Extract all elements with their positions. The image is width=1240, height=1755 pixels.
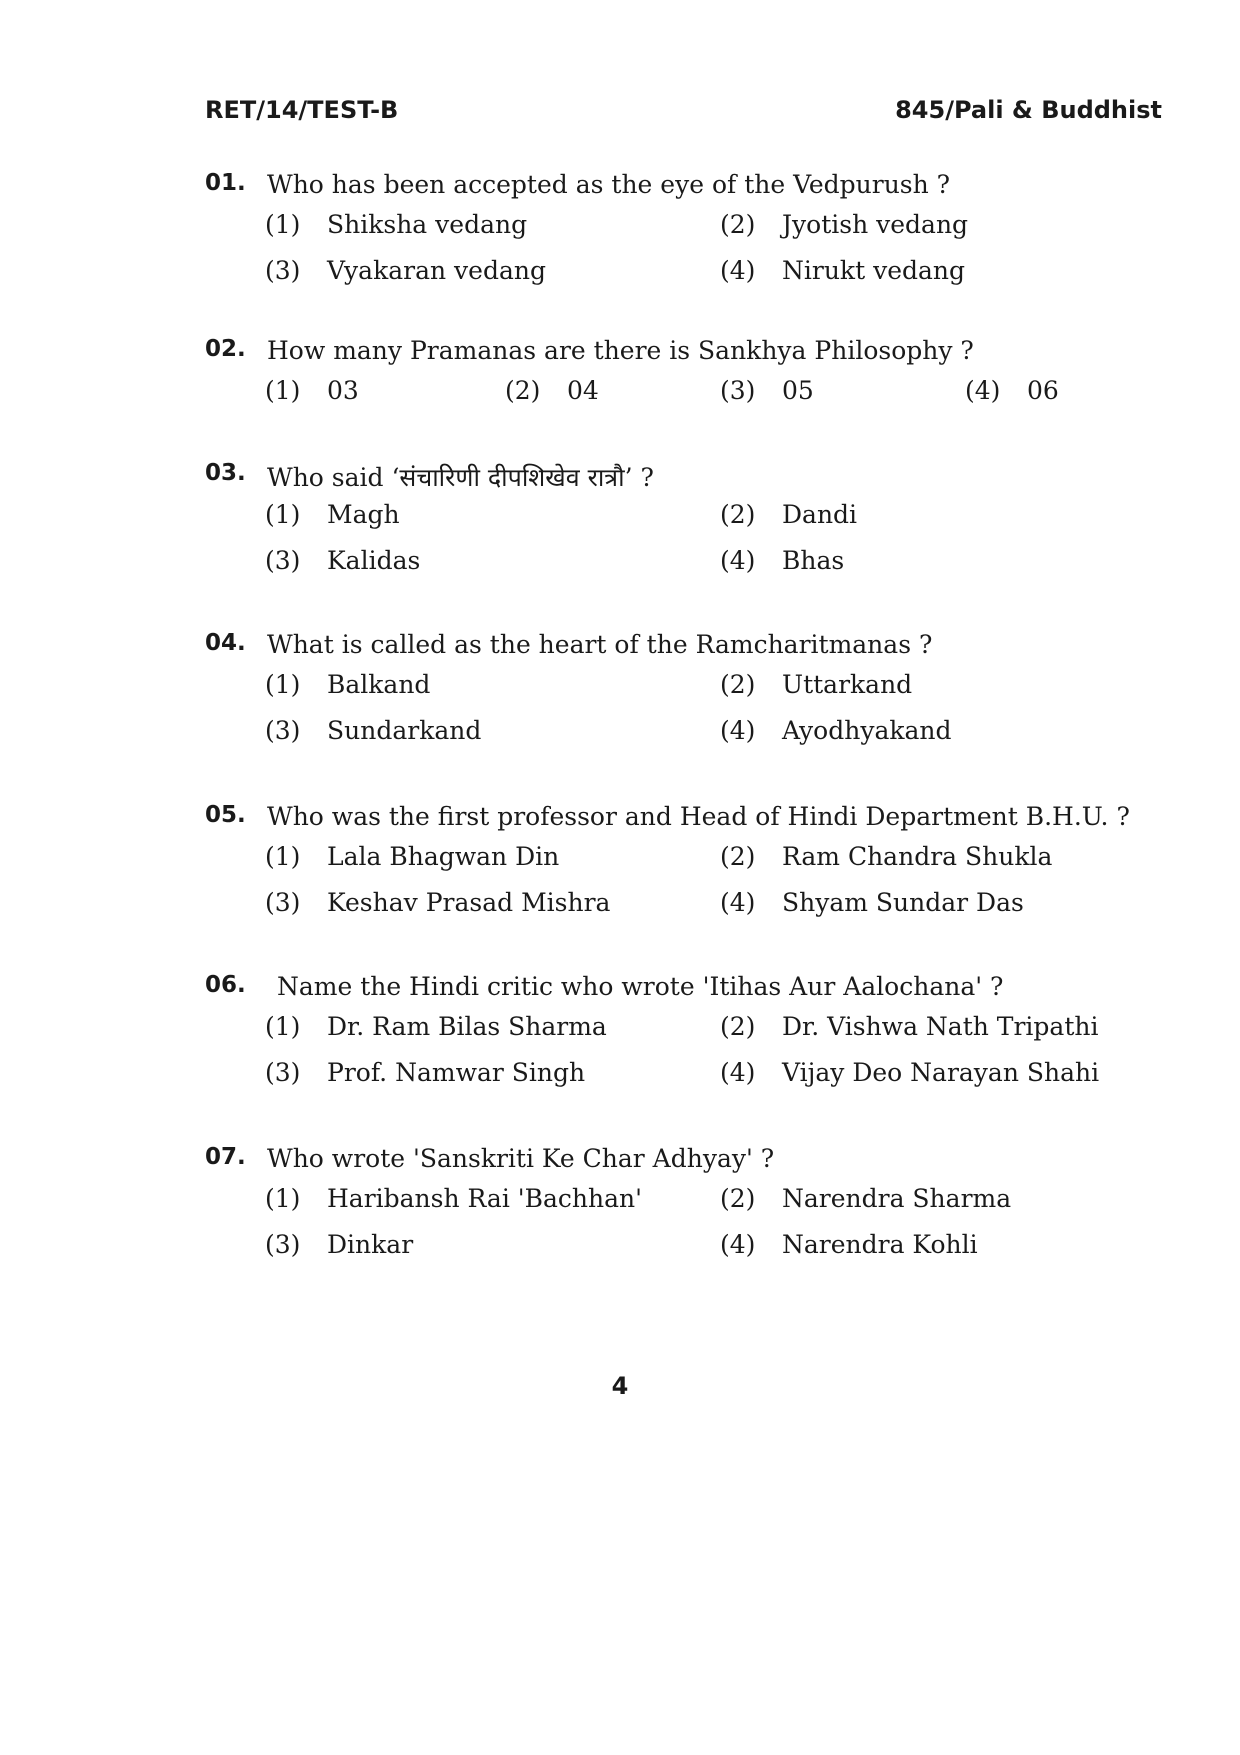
option-3: (3) Vyakaran vedang xyxy=(265,256,546,285)
option-2: (2) Narendra Sharma xyxy=(720,1184,1012,1213)
option-1: (1) Magh xyxy=(265,500,400,529)
option-4: (4) Nirukt vedang xyxy=(720,256,965,285)
option-3: (3) Keshav Prasad Mishra xyxy=(265,888,611,917)
question-text: What is called as the heart of the Ramcharitmanas ? xyxy=(267,630,933,659)
question-number: 07. xyxy=(205,1144,246,1170)
question-number: 04. xyxy=(205,630,246,656)
option-2: (2) Ram Chandra Shukla xyxy=(720,842,1053,871)
option-3: (3) 05 xyxy=(720,376,814,405)
question-number: 05. xyxy=(205,802,246,828)
question-text: Who has been accepted as the eye of the Vedpurush ? xyxy=(267,170,951,199)
option-1: (1) Dr. Ram Bilas Sharma xyxy=(265,1012,607,1041)
question-text: Who wrote 'Sanskriti Ke Char Adhyay' ? xyxy=(267,1144,775,1173)
question-text: Name the Hindi critic who wrote 'Itihas Aur Aalochana' ? xyxy=(277,972,1004,1001)
question-number: 02. xyxy=(205,336,246,362)
option-4: (4) Narendra Kohli xyxy=(720,1230,978,1259)
option-4: (4) 06 xyxy=(965,376,1059,405)
question-text: Who said ‘संचारिणी दीपशिखेव रात्रौ’ ? xyxy=(267,463,654,492)
option-3: (3) Prof. Namwar Singh xyxy=(265,1058,586,1087)
option-3: (3) Dinkar xyxy=(265,1230,414,1259)
option-4: (4) Vijay Deo Narayan Shahi xyxy=(720,1058,1100,1087)
option-3: (3) Kalidas xyxy=(265,546,421,575)
question-number: 06. xyxy=(205,972,246,998)
option-2: (2) Dandi xyxy=(720,500,858,529)
option-1: (1) 03 xyxy=(265,376,359,405)
option-1: (1) Lala Bhagwan Din xyxy=(265,842,560,871)
subject-code: 845/Pali & Buddhist xyxy=(895,96,1162,124)
question-02 xyxy=(205,336,1165,422)
question-01 xyxy=(205,170,1165,302)
option-2: (2) Jyotish vedang xyxy=(720,210,969,239)
option-2: (2) Dr. Vishwa Nath Tripathi xyxy=(720,1012,1099,1041)
option-4: (4) Shyam Sundar Das xyxy=(720,888,1024,917)
option-1: (1) Haribansh Rai 'Bachhan' xyxy=(265,1184,643,1213)
option-1: (1) Balkand xyxy=(265,670,431,699)
question-03 xyxy=(205,460,1165,592)
option-3: (3) Sundarkand xyxy=(265,716,482,745)
question-text: Who was the first professor and Head of Hindi Department B.H.U. ? xyxy=(267,802,1130,831)
question-04 xyxy=(205,630,1165,762)
question-number: 01. xyxy=(205,170,246,196)
option-4: (4) Bhas xyxy=(720,546,845,575)
question-05 xyxy=(205,802,1165,934)
question-06 xyxy=(205,972,1165,1104)
question-07 xyxy=(205,1144,1165,1276)
paper-code: RET/14/TEST-B xyxy=(205,96,399,124)
question-text: How many Pramanas are there is Sankhya Philosophy ? xyxy=(267,336,974,365)
page-header xyxy=(205,96,1162,136)
option-2: (2) Uttarkand xyxy=(720,670,913,699)
option-4: (4) Ayodhyakand xyxy=(720,716,952,745)
question-number: 03. xyxy=(205,460,246,486)
option-2: (2) 04 xyxy=(505,376,599,405)
page-number: 4 xyxy=(611,1372,629,1400)
option-1: (1) Shiksha vedang xyxy=(265,210,528,239)
